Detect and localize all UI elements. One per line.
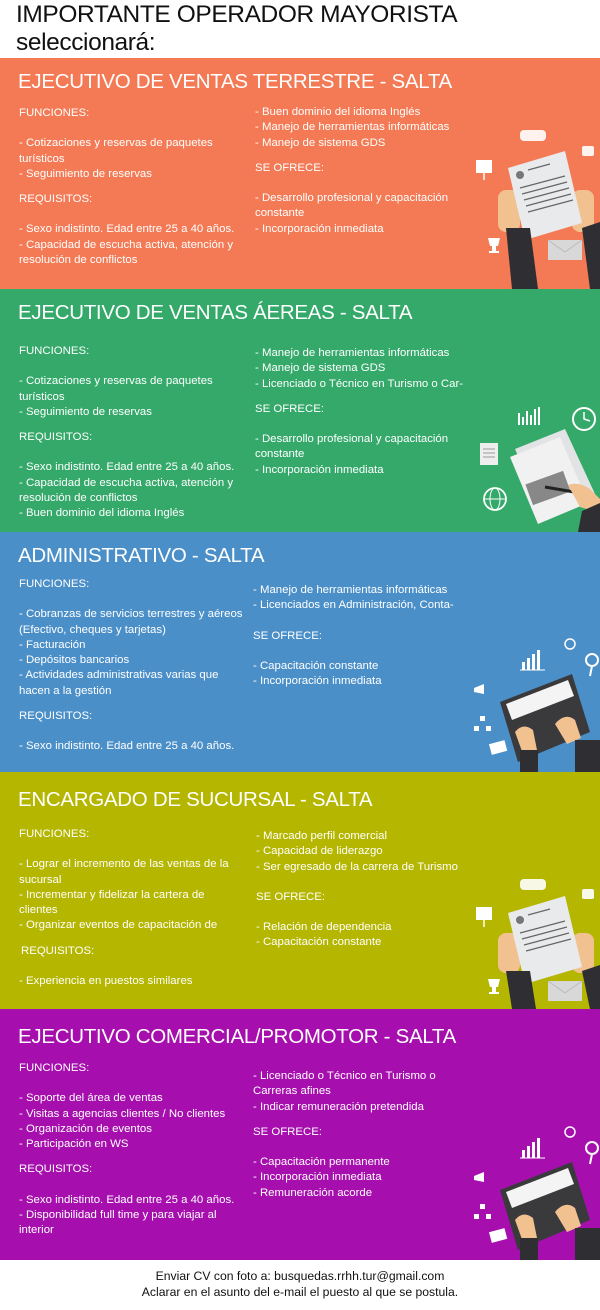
chat-bubble-icon <box>565 639 575 649</box>
handshake-icon <box>520 879 546 890</box>
ofrece-item: - Incorporación inmediata <box>253 675 382 688</box>
job-section-encargado-sucursal <box>0 772 600 1009</box>
requisito-item: - Manejo de sistema GDS <box>255 136 386 149</box>
requisito-item: - Buen dominio del idioma Inglés <box>255 106 421 118</box>
ofrece-item: - Capacitación constante <box>256 936 382 949</box>
job-title: EJECUTIVO COMERCIAL/PROMOTOR - SALTA <box>18 1025 456 1048</box>
funcion-item: - Incrementar y fidelizar la cartera de clientes <box>19 888 205 917</box>
requisito-item: - Capacidad de escucha activa, atención y resolución de conflictos <box>19 476 234 505</box>
trophy-icon <box>488 979 500 994</box>
funcion-item: - Cotizaciones y reservas de paquetes turísticos <box>19 137 213 165</box>
funciones-label: FUNCIONES: <box>19 578 90 590</box>
job-section-ventas-terrestre <box>0 58 600 289</box>
ofrece-label: SE OFRECE: <box>256 890 325 903</box>
requisito-item: - Licenciado o Técnico en Turismo o Car- <box>255 377 464 390</box>
funcion-item: - Cotizaciones y reservas de paquetes turísticos <box>19 375 213 403</box>
ofrece-label: SE OFRECE: <box>253 1125 322 1138</box>
job-title: EJECUTIVO DE VENTAS ÁEREAS - SALTA <box>18 301 413 324</box>
bar-chart-icon <box>520 650 545 670</box>
sitemap-icon <box>474 1204 491 1219</box>
requisito-item: - Marcado perfil comercial <box>256 830 388 842</box>
thumbs-up-icon <box>582 146 594 156</box>
megaphone-icon <box>474 684 484 694</box>
funcion-item: - Organizar eventos de capacitación de <box>19 919 218 932</box>
funcion-item: - Lograr el incremento de las ventas de la sucursal <box>19 858 229 886</box>
job-section-ejecutivo-comercial <box>0 1009 600 1260</box>
page-title: IMPORTANTE OPERADOR MAYORISTA seleccionará: <box>16 1 456 56</box>
notepad-icon <box>480 443 498 465</box>
bar-chart-icon <box>518 407 540 425</box>
requisito-item: - Sexo indistinto. Edad entre 25 a 40 años. <box>19 461 235 474</box>
funciones-label: FUNCIONES: <box>19 828 90 840</box>
funciones-label: FUNCIONES: <box>19 107 90 119</box>
contact-email-line: Enviar CV con foto a: busquedas.rrhh.tur@gmail.com <box>155 1269 445 1283</box>
requisito-item: - Sexo indistinto. Edad entre 25 a 40 años. <box>19 740 235 753</box>
sitemap-icon <box>474 716 491 731</box>
presentation-icon <box>476 160 492 180</box>
signing-document-illustration <box>470 399 600 532</box>
megaphone-icon <box>474 1172 484 1182</box>
funcion-item: - Facturación <box>19 638 86 651</box>
globe-icon <box>484 488 506 510</box>
laptop-typing-illustration <box>470 1120 600 1260</box>
funcion-item: - Visitas a agencias clientes / No clientes <box>19 1107 226 1120</box>
ofrece-item: - Incorporación inmediata <box>253 1171 382 1184</box>
requisito-item: - Licenciado o Técnico en Turismo o Carreras afines <box>253 1070 436 1098</box>
requisito-item: - Experiencia en puestos similares <box>19 975 193 988</box>
funcion-item: - Seguimiento de reservas <box>19 405 152 418</box>
funcion-item: - Organización de eventos <box>19 1122 152 1135</box>
presentation-icon <box>476 907 492 927</box>
resume-handshake-illustration <box>470 118 600 289</box>
ofrece-item: - Desarrollo profesional y capacitación constante <box>255 433 449 461</box>
requisito-item: - Capacidad de liderazgo <box>256 845 383 858</box>
funciones-label: FUNCIONES: <box>19 1062 90 1074</box>
envelope-icon <box>548 240 582 260</box>
requisitos-label: REQUISITOS: <box>19 193 93 206</box>
requisito-item: - Sexo indistinto. Edad entre 25 a 40 años. <box>19 1193 235 1206</box>
resume-handshake-illustration <box>470 867 600 1009</box>
funcion-item: - Soporte del área de ventas <box>19 1092 163 1105</box>
requisito-item: - Capacidad de escucha activa, atención y resolución de conflictos <box>19 238 234 267</box>
ofrece-item: - Incorporación inmediata <box>255 463 384 476</box>
thumbs-up-icon <box>582 889 594 899</box>
requisito-item: - Manejo de sistema GDS <box>255 362 386 375</box>
funcion-item: - Participación en WS <box>19 1138 129 1151</box>
funcion-item: - Depósitos bancarios <box>19 654 130 667</box>
handshake-icon <box>520 130 546 141</box>
job-section-ventas-aereas <box>0 289 600 532</box>
ofrece-item: - Incorporación inmediata <box>255 222 384 235</box>
folder-icon <box>489 740 507 755</box>
requisito-item: - Indicar remuneración pretendida <box>253 1100 424 1113</box>
contact-instructions-line: Aclarar en el asunto del e-mail el puesto al que se postula. <box>141 1284 459 1299</box>
job-title: ENCARGADO DE SUCURSAL - SALTA <box>18 788 373 811</box>
ofrece-item: - Desarrollo profesional y capacitación constante <box>255 192 449 220</box>
requisito-item: - Disponibilidad full time y para viajar al interior <box>19 1209 217 1237</box>
requisito-item: - Manejo de herramientas informáticas <box>255 121 450 134</box>
requisito-item: - Manejo de herramientas informáticas <box>253 584 448 596</box>
ofrece-item: - Capacitación permanente <box>253 1156 390 1169</box>
ofrece-label: SE OFRECE: <box>255 161 324 174</box>
requisitos-label: REQUISITOS: <box>19 1163 93 1176</box>
laptop-typing-illustration <box>470 632 600 772</box>
job-title: ADMINISTRATIVO - SALTA <box>18 544 265 567</box>
contact-footer <box>0 1260 600 1310</box>
folder-icon <box>489 1228 507 1243</box>
requisito-item: - Ser egresado de la carrera de Turismo <box>256 860 458 873</box>
trophy-icon <box>488 238 500 253</box>
funcion-item: - Cobranzas de servicios terrestres y aéreos (Efectivo, cheques y tarjetas) <box>19 608 243 636</box>
funciones-label: FUNCIONES: <box>19 345 90 357</box>
requisito-item: - Licenciados en Administración, Conta- <box>253 599 454 612</box>
requisitos-label: REQUISITOS: <box>21 944 95 957</box>
job-section-administrativo <box>0 532 600 772</box>
ofrece-item: - Remuneración acorde <box>253 1186 373 1199</box>
ofrece-item: - Relación de dependencia <box>256 921 392 934</box>
chat-bubble-icon <box>565 1127 575 1137</box>
ofrece-item: - Capacitación constante <box>253 659 379 672</box>
requisitos-label: REQUISITOS: <box>19 431 93 444</box>
job-title: EJECUTIVO DE VENTAS TERRESTRE - SALTA <box>18 70 452 93</box>
requisitos-label: REQUISITOS: <box>19 710 93 723</box>
ofrece-label: SE OFRECE: <box>253 629 322 642</box>
bar-chart-icon <box>520 1138 545 1158</box>
magnifier-icon <box>586 654 598 676</box>
funcion-item: - Seguimiento de reservas <box>19 167 152 180</box>
envelope-icon <box>548 981 582 1001</box>
requisito-item: - Manejo de herramientas informáticas <box>255 347 450 359</box>
requisito-item: - Sexo indistinto. Edad entre 25 a 40 años. <box>19 223 235 236</box>
requisito-item: - Buen dominio del idioma Inglés <box>19 507 185 520</box>
ofrece-label: SE OFRECE: <box>255 402 324 415</box>
clock-icon <box>573 408 595 430</box>
funcion-item: - Actividades administrativas varias que hacen a la gestión <box>19 669 219 697</box>
magnifier-icon <box>586 1142 598 1164</box>
